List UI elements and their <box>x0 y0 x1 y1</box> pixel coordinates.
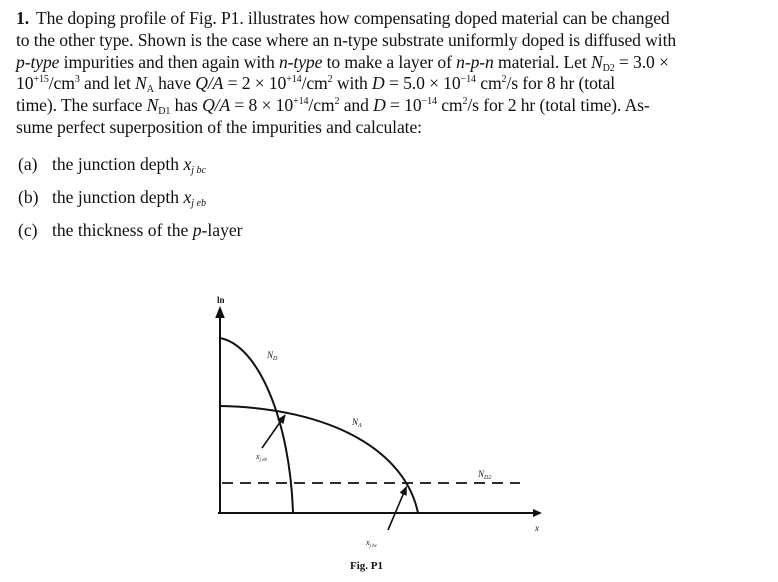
item-b: (b) the junction depth $x_{j eb}$ <box>18 187 206 209</box>
xjbc-label: $x_{j bc}$ <box>366 538 377 549</box>
problem-line-1: 1. The doping profile of Fig. P1. illustrates how compensating doped material can be changed <box>16 8 670 28</box>
xjbc-pointer <box>388 490 405 530</box>
na-curve-label: $N_A$ <box>352 417 362 429</box>
problem-line-4: $10^{+15}/cm^3$ and let $N_A$ have $Q/A = 2 \times 10^{+14}/cm^2$ with $D = 5.0 \times 10^{-14}$ $cm^2/s$ for 8 hr (total <box>16 73 616 96</box>
xjeb-pointer <box>262 418 283 448</box>
nd-curve <box>220 338 293 513</box>
problem-line-5: time). The surface $N_{D1}$ has $Q/A = 8 \times 10^{+14}/cm^2$ and $D = 10^{-14}$ $cm^2/s$ for 2 hr (total time). As- <box>16 95 650 118</box>
item-a: (a) the junction depth $x_{j bc}$ <box>18 154 206 176</box>
y-axis-label: ln <box>217 295 225 305</box>
x-axis-label: x <box>535 523 539 533</box>
nd2-line-label: $N_{D2}$ <box>478 469 492 481</box>
problem-line-3: p-type impurities and then again with n-type to make a layer of n-p-n material. Let $N_{D2} = 3.0$ × <box>16 51 669 74</box>
item-c: (c) the thickness of the p-layer <box>18 220 243 240</box>
problem-line-6: sume perfect superposition of the impurities and calculate: <box>16 116 422 137</box>
nd-curve-label: $N_D$ <box>267 350 278 362</box>
figure-caption: Fig. P1 <box>350 560 383 572</box>
xjeb-label: $x_{j eb}$ <box>256 452 267 463</box>
problem-number: 1. <box>16 8 29 28</box>
na-curve <box>220 406 418 513</box>
problem-line-2: to the other type. Shown is the case where an n-type substrate uniformly doped is diffused with <box>16 29 677 50</box>
x-axis-arrow <box>533 509 542 517</box>
